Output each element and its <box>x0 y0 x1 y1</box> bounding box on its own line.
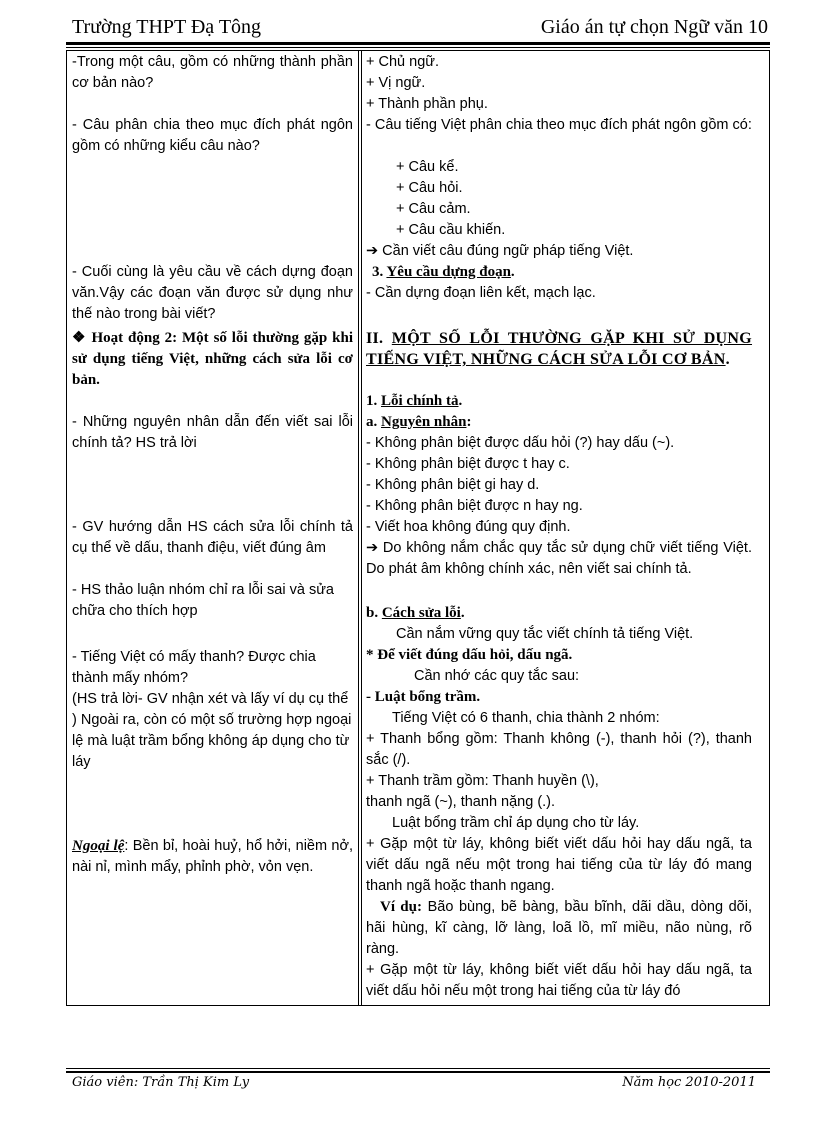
question-paragraph: - Cuối cùng là yêu cầu về cách dựng đoạn văn.Vậy các đoạn văn được sử dụng như thế nào trong bài viết? <box>72 264 353 322</box>
activity-2-heading: ❖ Hoạt động 2: Một số lỗi thường gặp khi sử dụng tiếng Việt, những cách sửa lỗi cơ bản. <box>72 330 353 388</box>
cause-2: - Không phân biệt được t hay c. <box>366 456 570 472</box>
part-secondary: + Thành phần phụ. <box>366 96 488 112</box>
type-exclamatory: + Câu cảm. <box>396 201 471 217</box>
question-spelling-causes: - Những nguyên nhân dẫn đến viết sai lỗi chính tả? HS trả lời <box>72 414 353 451</box>
column-divider-inner <box>361 50 362 1006</box>
cause-4: - Không phân biệt được n hay ng. <box>366 498 583 514</box>
type-imperative: + Câu cầu khiến. <box>396 222 506 238</box>
page-header <box>66 14 770 40</box>
low-tones: + Thanh trầm gồm: Thanh huyền (\), <box>366 773 599 789</box>
high-tones: + Thanh bổng gồm: Thanh không (-), thanh hỏi (?), thanh sắc (/). <box>366 731 752 768</box>
footer-rule <box>66 1068 770 1069</box>
heading-spelling-errors: 1. Lỗi chính tả. <box>366 393 463 409</box>
grammar-conclusion: ➔ Cần viết câu đúng ngữ pháp tiếng Việt. <box>366 243 634 259</box>
type-declarative: + Câu kể. <box>396 159 459 175</box>
column-divider <box>358 50 359 1006</box>
part-subject: + Chủ ngữ. <box>366 54 439 70</box>
footer-rule-thick <box>66 1071 770 1073</box>
type-interrogative: + Câu hỏi. <box>396 180 463 196</box>
heading-tone-marks: * Để viết đúng dấu hỏi, dấu ngã. <box>366 647 573 663</box>
school-year: Năm học 2010-2011 <box>622 1075 756 1090</box>
question-sentence-types: - Câu phân chia theo mục đích phát ngôn gồm có những kiểu câu nào? <box>72 117 353 154</box>
exception-note <box>72 836 353 878</box>
school-name: Trường THPT Đạ Tông <box>72 16 262 38</box>
section-2-heading: II. MỘT SỐ LỖI THƯỜNG GẶP KHI SỬ DỤNG TIẾNG VIỆT, NHỮNG CÁCH SỬA LỖI CƠ BẢN. <box>366 330 753 368</box>
question-tones: - Tiếng Việt có mấy thanh? Được chia thành mấy nhóm? <box>72 649 316 686</box>
teacher-name: Giáo viên: Trần Thị Kim Ly <box>72 1075 250 1090</box>
question-sentence-parts: -Trong một câu, gồm có những thành phần cơ bản nào? <box>72 54 353 91</box>
sentence-types-intro: - Câu tiếng Việt phân chia theo mục đích phát ngôn gồm có: <box>366 117 752 133</box>
student-answer-note: (HS trả lời- GV nhận xét và lấy ví dụ cụ thể ) Ngoài ra, còn có một số trường hợp ngoại lệ mà luật trầm bổng không áp dụng cho từ láy <box>72 691 352 770</box>
cause-5: - Viết hoa không đúng quy định. <box>366 519 571 535</box>
heading-tone-law: - Luật bổng trầm. <box>366 689 481 705</box>
header-rule <box>66 42 770 45</box>
low-tones-cont: thanh ngã (~), thanh nặng (.). <box>366 794 556 810</box>
rule-hoi: + Gặp một từ láy, không biết viết dấu hỏi hay dấu ngã, ta viết dấu hỏi nếu một trong hai tiếng của từ láy đó <box>366 962 752 999</box>
heading-fixes: b. Cách sửa lỗi. <box>366 605 465 621</box>
part-predicate: + Vị ngữ. <box>366 75 426 91</box>
header-rule-thin <box>66 47 770 48</box>
group-discussion: - HS thảo luận nhóm chỉ ra lỗi sai và sửa chữa cho thích hợp <box>72 582 334 619</box>
exception-label: Ngoại lệ <box>72 838 125 854</box>
cause-conclusion: ➔ Do không nắm chắc quy tắc sử dụng chữ viết tiếng Việt. Do phát âm không chính xác, nên viết sai chính tả. <box>366 540 752 577</box>
tone-law-scope: Luật bổng trầm chỉ áp dụng cho từ láy. <box>392 815 640 831</box>
subject-title: Giáo án tự chọn Ngữ văn 10 <box>540 16 768 38</box>
cause-1: - Không phân biệt được dấu hỏi (?) hay dấu (~). <box>366 435 675 451</box>
teacher-guidance: - GV hướng dẫn HS cách sửa lỗi chính tả cụ thể về dấu, thanh điệu, viết đúng âm <box>72 519 353 556</box>
remember-rules: Cần nhớ các quy tắc sau: <box>414 668 580 684</box>
rule-nga: + Gặp một từ láy, không biết viết dấu hỏi hay dấu ngã, ta viết dấu ngã nếu một trong hai tiếng của từ láy đó mang thanh ngã hoặc thanh ngang. <box>366 836 752 894</box>
tone-groups-intro: Tiếng Việt có 6 thanh, chia thành 2 nhóm: <box>392 710 660 726</box>
cause-3: - Không phân biệt gi hay d. <box>366 477 540 493</box>
example-nga: Ví dụ: Bão bùng, bẽ bàng, bầu bĩnh, dãi dầu, dòng dõi, hãi hùng, kĩ càng, lỡ làng, loã lồ, mĩ miều, não nùng, rõ ràng. <box>366 899 753 957</box>
fix-rule: Cần nắm vững quy tắc viết chính tả tiếng Việt. <box>396 626 694 642</box>
heading-paragraph-requirement: 3. Yêu cầu dựng đoạn. <box>372 264 515 280</box>
heading-causes: a. Nguyên nhân: <box>366 414 472 430</box>
exception-text: : Bền bỉ, hoài huỷ, hổ hởi, niềm nở, nài nỉ, mình mẩy, phỉnh phờ, vỏn vẹn. <box>72 838 353 875</box>
paragraph-requirement: - Cần dựng đoạn liên kết, mạch lạc. <box>366 285 596 301</box>
